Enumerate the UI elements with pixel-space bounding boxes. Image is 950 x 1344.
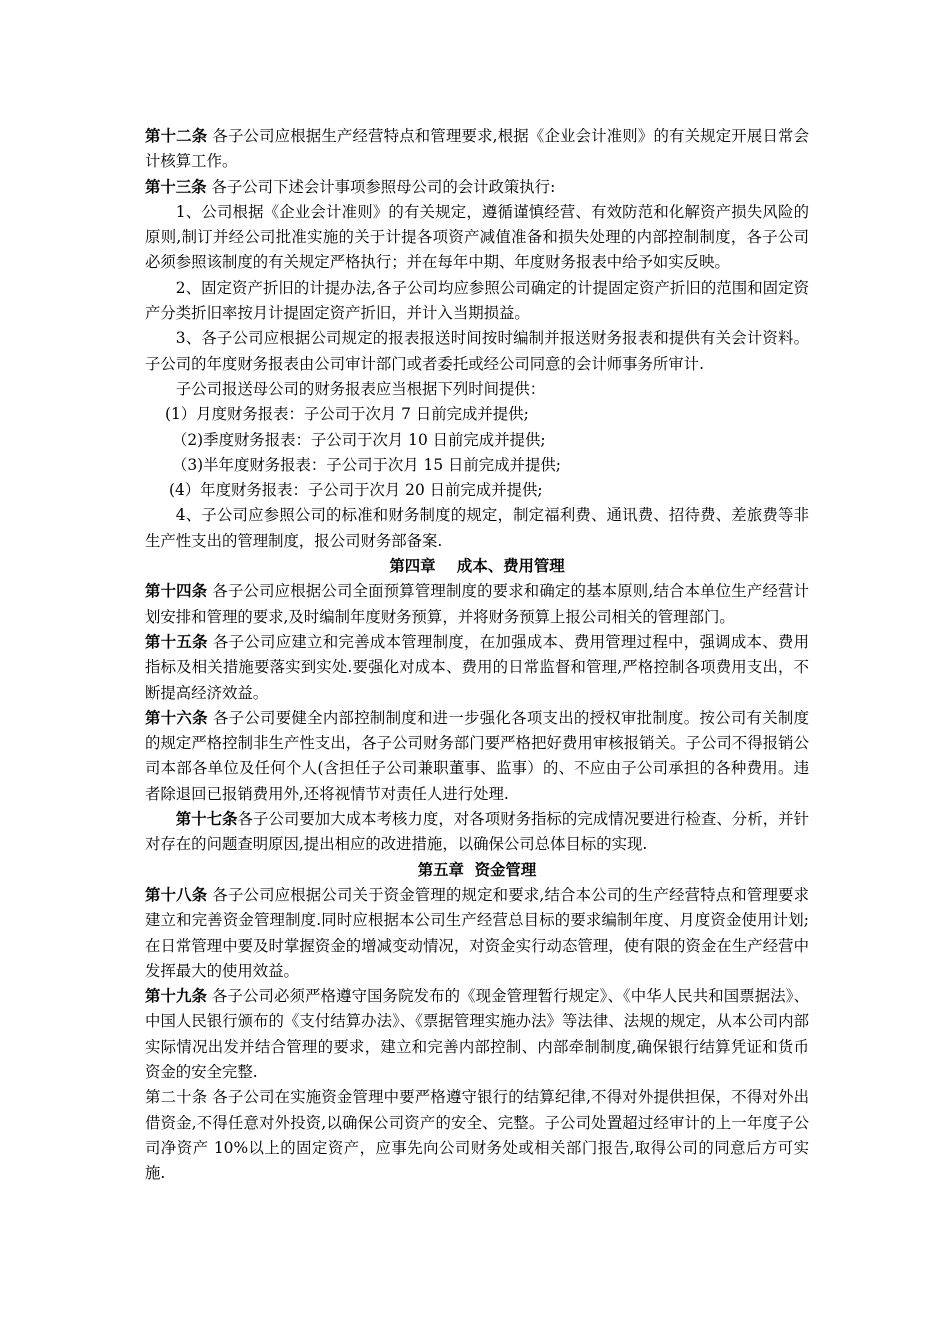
article-number: 第十九条 xyxy=(145,987,208,1006)
article-text: 各子公司应建立和完善成本管理制度，在加强成本、费用管理过程中，强调成本、费用指标及相关措施要落实到实处.要强化对成本、费用的日常监督和管理,严格控制各项费用支出，不断提高经济效益。 xyxy=(145,632,809,702)
article-number: 第十四条 xyxy=(145,582,208,601)
report-schedule-monthly: (1）月度财务报表：子公司于次月 7 日前完成并提供; xyxy=(165,405,529,424)
article-number: 第十三条 xyxy=(145,177,207,196)
article-13-item-2: 2、固定资产折旧的计提办法,各子公司均应参照公司确定的计提固定资产折旧的范围和固定资产分类折旧率按月计提固定资产折旧，并计入当期损益。 xyxy=(145,278,809,323)
article-13-item-1: 1、公司根据《企业会计准则》的有关规定，遵循谨慎经营、有效防范和化解资产损失风险的原则,制订并经公司批准实施的关于计提各项资产减值准备和损失处理的内部控制制度，各子公司必须参照该制度的有关规定严格执行；并在每年中期、年度财务报表中给予如实反映。 xyxy=(145,202,809,272)
report-schedule-annual: (4）年度财务报表：子公司于次月 20 日前完成并提供; xyxy=(169,481,543,500)
article-19 xyxy=(145,984,809,1085)
article-16 xyxy=(145,706,809,807)
article-17 xyxy=(145,807,809,858)
article-text: 各子公司下述会计事项参照母公司的会计政策执行: xyxy=(206,177,556,196)
article-number: 第十二条 xyxy=(145,127,208,145)
article-13-item-3: 3、各子公司应根据公司规定的报表报送时间按时编制并报送财务报表和提供有关会计资料。子公司的年度财务报表由公司审计部门或者委托或经公司同意的会计师事务所审计. xyxy=(145,329,809,373)
article-20: 第二十条 各子公司在实施资金管理中要严格遵守银行的结算纪律,不得对外提供担保，不得对外出借资金,不得任意对外投资,以确保公司资产的安全、完整。子公司处置超过经审计的上一年度子公司净资产 10%以上的固定资产，应事先向公司财务处或相关部门报告,取得公司的同意后方可实施. xyxy=(145,1088,809,1183)
article-15 xyxy=(145,630,809,706)
article-text: 各子公司必须严格遵守国务院发布的《现金管理暂行规定》、《中华人民共和国票据法》、中国人民银行颁布的《支付结算办法》、《票据管理实施办法》等法律、法规的规定，从本公司内部实际情况出发并结合管理的要求，建立和完善内部控制、内部牵制制度,确保银行结算凭证和货币资金的安全完整. xyxy=(145,987,809,1081)
article-number: 第十八条 xyxy=(145,885,208,904)
article-text: 各子公司要加大成本考核力度，对各项财务指标的完成情况要进行检查、分析，并针对存在的问题查明原因,提出相应的改进措施，以确保公司总体目标的实现. xyxy=(145,810,809,854)
article-12 xyxy=(145,124,809,175)
article-text: 各子公司应根据生产经营特点和管理要求,根据《企业会计准则》的有关规定开展日常会计核算工作。 xyxy=(145,127,809,171)
article-text: 各子公司要健全内部控制制度和进一步强化各项支出的授权审批制度。按公司有关制度的规定严格控制非生产性支出，各子公司财务部门要严格把好费用审核报销关。子公司不得报销公司本部各单位及任何个人(含担任子公司兼职董事、监事）的、不应由子公司承担的各种费用。违者除退回已报销费用外,还将视情节对责任人进行处理. xyxy=(145,708,809,803)
article-13-item-4: 4、子公司应参照公司的标准和财务制度的规定，制定福利费、通讯费、招待费、差旅费等非生产性支出的管理制度，报公司财务部备案. xyxy=(145,506,809,550)
article-14 xyxy=(145,579,809,630)
chapter-5-heading: 第五章 资金管理 xyxy=(417,860,537,879)
report-schedule-intro: 子公司报送母公司的财务报表应当根据下列时间提供： xyxy=(175,379,546,398)
chapter-4-heading: 第四章 成本、费用管理 xyxy=(389,557,565,576)
article-text: 各子公司应根据公司全面预算管理制度的要求和确定的基本原则,结合本单位生产经营计划安排和管理的要求,及时编制年度财务预算，并将财务预算上报公司相关的管理部门。 xyxy=(145,582,809,626)
article-text: 各子公司应根据公司关于资金管理的规定和要求,结合本公司的生产经营特点和管理要求建立和完善资金管理制度.同时应根据本公司生产经营总目标的要求编制年度、月度资金使用计划;在日常管理中要及时掌握资金的增减变动情况，对资金实行动态管理，使有限的资金在生产经营中发挥最大的使用效益。 xyxy=(145,885,809,980)
document-page xyxy=(145,124,809,1186)
report-schedule-quarterly: （2)季度财务报表：子公司于次月 10 日前完成并提供; xyxy=(172,430,546,449)
article-number: 第十七条 xyxy=(175,810,238,829)
article-18 xyxy=(145,883,809,984)
article-number: 第十六条 xyxy=(145,708,208,727)
article-13 xyxy=(145,175,809,200)
article-number: 第十五条 xyxy=(145,632,208,651)
report-schedule-semiannual: （3)半年度财务报表：子公司于次月 15 日前完成并提供; xyxy=(172,455,561,474)
